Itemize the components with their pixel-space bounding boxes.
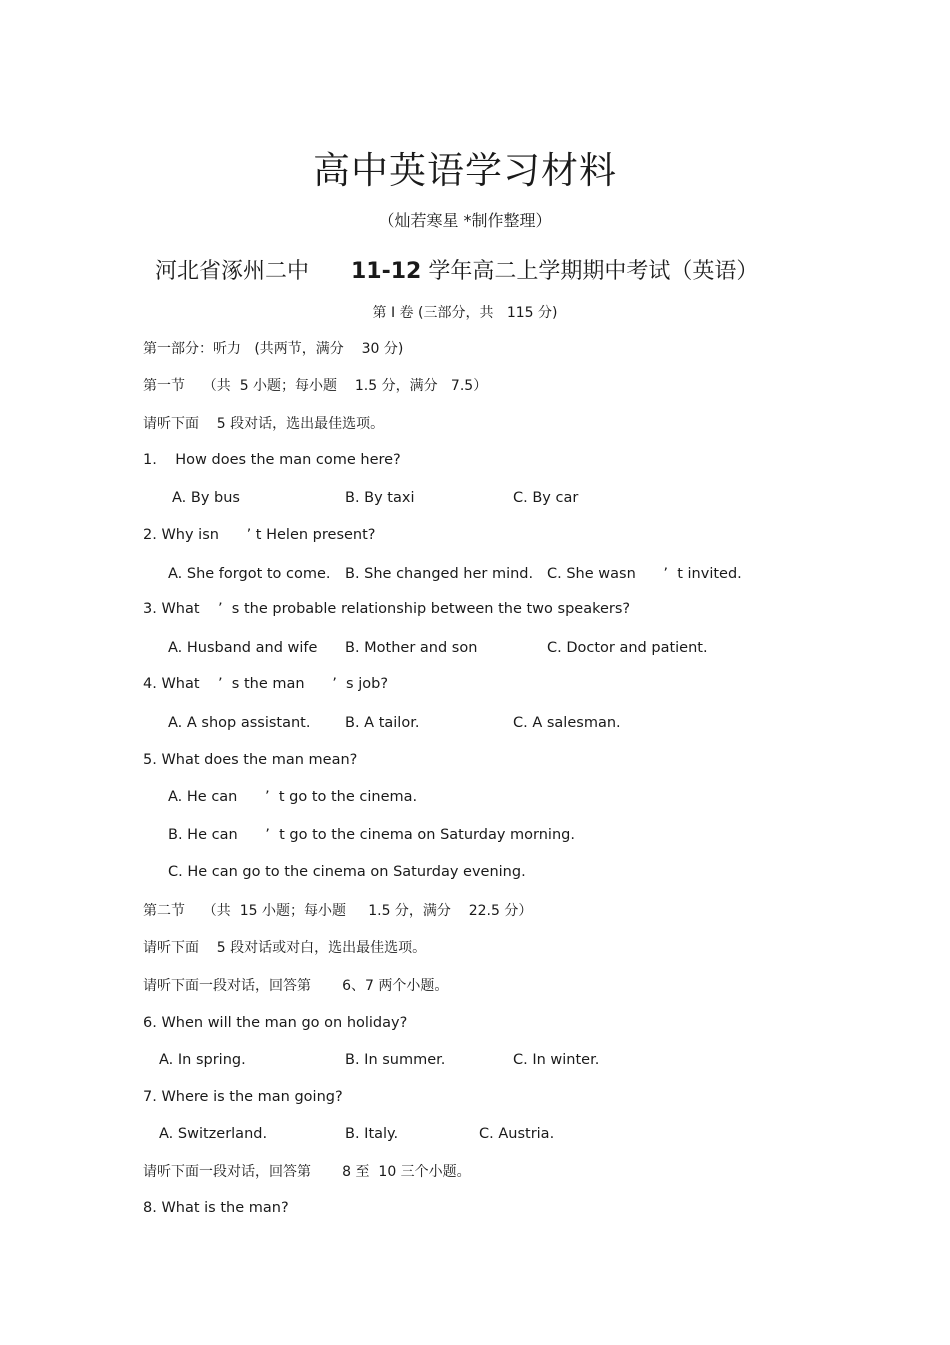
question-3-option-a: A. Husband and wife — [168, 640, 318, 656]
document-title: 高中英语学习材料 — [313, 149, 617, 192]
heading-suffix: 学年高二上学期期中考试（英语） — [428, 259, 759, 284]
question-6-option-b: B. In summer. — [345, 1052, 446, 1068]
question-7: 7. Where is the man going? — [143, 1089, 343, 1105]
section2-label: 第二节 （共 15 小题；每小题 1.5 分，满分 22.5 分） — [143, 903, 533, 919]
exam-heading — [155, 254, 758, 285]
question-5-option-c: C. He can go to the cinema on Saturday evening. — [168, 864, 526, 880]
question-1: 1. How does the man come here? — [143, 452, 401, 468]
question-3-option-b: B. Mother and son — [345, 640, 478, 656]
question-4-option-c: C. A salesman. — [513, 715, 621, 731]
question-2-option-b: B. She changed her mind. — [345, 566, 534, 582]
part1-label: 第一部分：听力 (共两节，满分 30 分) — [143, 341, 404, 357]
question-5: 5. What does the man mean? — [143, 752, 358, 768]
question-6-option-c: C. In winter. — [513, 1052, 600, 1068]
question-4-option-b: B. A tailor. — [345, 715, 420, 731]
question-1-option-a: A. By bus — [172, 490, 240, 506]
question-2-option-c: C. She wasn ’ t invited. — [547, 566, 742, 582]
question-4-option-a: A. A shop assistant. — [168, 715, 311, 731]
question-5-option-a: A. He can ’ t go to the cinema. — [168, 789, 418, 805]
question-2-option-a: A. She forgot to come. — [168, 566, 331, 582]
question-2: 2. Why isn ’ t Helen present? — [143, 527, 376, 543]
volume-label: 第 I 卷 (三部分，共 115 分) — [372, 305, 558, 321]
instruction-4: 请听下面一段对话，回答第 8 至 10 三个小题。 — [143, 1164, 471, 1180]
question-7-option-c: C. Austria. — [479, 1126, 555, 1142]
question-7-option-a: A. Switzerland. — [159, 1126, 268, 1142]
section1-label: 第一节 （共 5 小题；每小题 1.5 分，满分 7.5） — [143, 378, 488, 394]
document-subtitle: （灿若寒星 *制作整理） — [378, 211, 552, 230]
question-3-option-c: C. Doctor and patient. — [547, 640, 708, 656]
heading-year: 11-12 — [351, 259, 422, 284]
question-4: 4. What ’ s the man ’ s job? — [143, 676, 389, 692]
instruction-3: 请听下面一段对话，回答第 6、7 两个小题。 — [143, 978, 449, 994]
question-1-option-c: C. By car — [513, 490, 579, 506]
question-3: 3. What ’ s the probable relationship between the two speakers? — [143, 601, 631, 617]
question-8: 8. What is the man? — [143, 1200, 289, 1216]
question-5-option-b: B. He can ’ t go to the cinema on Saturday morning. — [168, 827, 575, 843]
heading-prefix: 河北省涿州二中 — [155, 259, 310, 284]
instruction-1: 请听下面 5 段对话，选出最佳选项。 — [143, 416, 385, 432]
question-7-option-b: B. Italy. — [345, 1126, 399, 1142]
question-6-option-a: A. In spring. — [159, 1052, 246, 1068]
question-1-option-b: B. By taxi — [345, 490, 415, 506]
instruction-2: 请听下面 5 段对话或对白，选出最佳选项。 — [143, 940, 427, 956]
question-6: 6. When will the man go on holiday? — [143, 1015, 408, 1031]
